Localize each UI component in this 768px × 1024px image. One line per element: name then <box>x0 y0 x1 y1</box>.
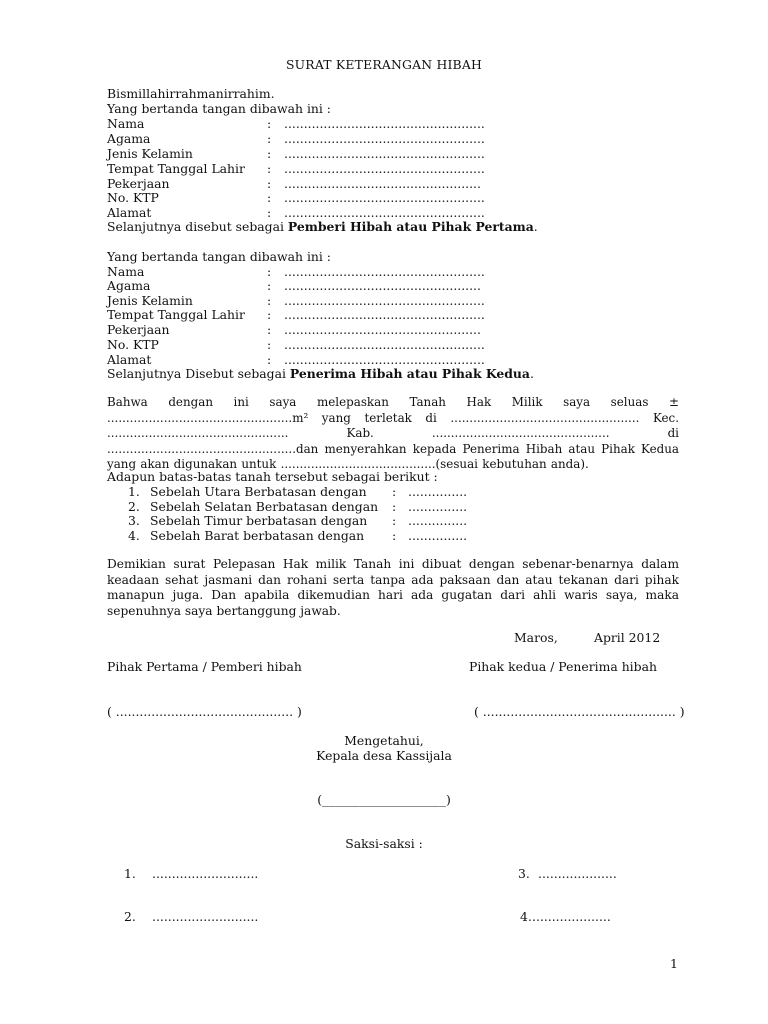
witness-number: 2. <box>124 909 136 924</box>
field-blank: ................................................... <box>284 146 485 161</box>
party2-role: Penerima Hibah atau Pihak Kedua <box>289 366 530 381</box>
closing-suffix: . <box>533 219 538 234</box>
party2-field-row <box>107 307 485 322</box>
field-label: Jenis Kelamin <box>107 293 193 308</box>
field-blank: ................................................... <box>284 116 485 131</box>
party1-field-row <box>107 190 485 205</box>
date: April 2012 <box>594 630 661 645</box>
colon: : <box>267 146 272 161</box>
field-blank: .................................................. <box>284 176 481 191</box>
colon: : <box>267 278 272 293</box>
field-blank: ................................................... <box>284 161 485 176</box>
field-blank: .................................................. <box>284 322 481 337</box>
closing-prefix: Selanjutnya Disebut sebagai <box>107 366 290 381</box>
field-label: Pekerjaan <box>107 322 170 337</box>
field-blank: ................................................... <box>284 131 485 146</box>
colon: : <box>267 176 272 191</box>
boundary-item <box>128 499 467 514</box>
field-label: Pekerjaan <box>107 176 170 191</box>
item-number: 4. <box>128 528 140 543</box>
party2-intro: Yang bertanda tangan dibawah ini : <box>107 249 331 264</box>
field-blank: .................................................. <box>284 278 481 293</box>
boundary-blank: ............... <box>408 484 468 499</box>
field-label: Agama <box>107 278 151 293</box>
item-number: 3. <box>128 513 140 528</box>
colon: : <box>267 322 272 337</box>
witness-number: 3. <box>518 866 530 881</box>
field-label: Nama <box>107 264 145 279</box>
declaration-paragraph: Demikian surat Pelepasan Hak milik Tanah ini dibuat dengan sebenar-benarnya dalam keadaan sehat jasmani dan rohani serta tanpa ada paksaan dan atau tekanan dari pihak manapun juga. Dan apabila dikemudian hari ada gugatan dari ahli waris saya, maka sepenuhnya saya bertanggung jawab. <box>107 557 679 618</box>
colon: : <box>392 499 397 514</box>
colon: : <box>267 293 272 308</box>
colon: : <box>267 264 272 279</box>
boundary-label: Sebelah Barat berbatasan dengan <box>150 528 365 543</box>
field-blank: ................................................... <box>284 205 485 220</box>
field-label: Agama <box>107 131 151 146</box>
boundary-label: Sebelah Timur berbatasan dengan <box>150 513 368 528</box>
field-label: Tempat Tanggal Lahir <box>107 161 245 176</box>
party2-field-row <box>107 278 481 293</box>
item-number: 2. <box>128 499 140 514</box>
field-blank: ................................................... <box>284 307 485 322</box>
witness-blank: ........................... <box>152 866 259 881</box>
boundary-item <box>128 484 467 499</box>
boundary-blank: ............... <box>408 528 468 543</box>
opening-line: Bismillahirrahmanirrahim. <box>107 86 275 101</box>
closing-suffix: . <box>529 366 534 381</box>
acknowledge-label: Mengetahui, <box>344 733 424 748</box>
field-label: Tempat Tanggal Lahir <box>107 307 245 322</box>
boundary-item <box>128 528 467 543</box>
party2-field-row <box>107 352 485 367</box>
witness-number: 1. <box>124 866 136 881</box>
colon: : <box>267 205 272 220</box>
field-label: Jenis Kelamin <box>107 146 193 161</box>
boundary-blank: ............... <box>408 513 468 528</box>
party1-closing <box>107 219 538 234</box>
signer1-signature-blank: ( ............................................. ) <box>107 704 302 719</box>
village-head-signature-blank: (____________________) <box>317 792 451 807</box>
colon: : <box>267 352 272 367</box>
boundary-label: Sebelah Utara Berbatasan dengan <box>150 484 367 499</box>
land-statement: Bahwa dengan ini saya melepaskan Tanah Hak Milik saya seluas ± .................................................m² yang terletak di .................................................. Kec. ................................................ Kab. ............................................... di ..................................................dan menyerahkan kepada Penerima Hibah atau Pihak Kedua yang akan digunakan untuk .........................................(sesuai kebutuhan anda). <box>107 395 679 471</box>
boundary-item <box>128 513 467 528</box>
document-title: SURAT KETERANGAN HIBAH <box>285 57 483 72</box>
field-blank: ................................................... <box>284 293 485 308</box>
field-blank: ................................................... <box>284 264 485 279</box>
witness-title: Saksi-saksi : <box>345 836 423 851</box>
party1-field-row <box>107 161 485 176</box>
page-number: 1 <box>670 956 678 971</box>
witness-blank: .................... <box>532 909 611 924</box>
village-head-label: Kepala desa Kassijala <box>316 748 452 763</box>
party2-closing <box>107 366 534 381</box>
colon: : <box>392 513 397 528</box>
party1-field-row <box>107 205 485 220</box>
place: Maros, <box>514 630 558 645</box>
colon: : <box>267 190 272 205</box>
party1-field-row <box>107 146 485 161</box>
witness-blank: .................... <box>538 866 617 881</box>
item-number: 1. <box>128 484 140 499</box>
field-blank: ................................................... <box>284 337 485 352</box>
party1-intro: Yang bertanda tangan dibawah ini : <box>107 101 331 116</box>
field-label: Alamat <box>107 205 152 220</box>
signer1-label: Pihak Pertama / Pemberi hibah <box>107 659 302 674</box>
party1-role: Pemberi Hibah atau Pihak Pertama <box>287 219 534 234</box>
field-label: No. KTP <box>107 190 159 205</box>
witness-blank: ........................... <box>152 909 259 924</box>
field-blank: ................................................... <box>284 352 485 367</box>
signer2-signature-blank: ( ................................................. ) <box>474 704 685 719</box>
field-label: Nama <box>107 116 145 131</box>
field-label: No. KTP <box>107 337 159 352</box>
closing-prefix: Selanjutnya disebut sebagai <box>107 219 288 234</box>
party1-field-row <box>107 131 485 146</box>
colon: : <box>267 161 272 176</box>
party2-field-row <box>107 293 485 308</box>
field-blank: ................................................... <box>284 190 485 205</box>
party2-field-row <box>107 264 485 279</box>
colon: : <box>267 116 272 131</box>
boundaries-intro: Adapun batas-batas tanah tersebut sebagai berikut : <box>107 469 438 484</box>
colon: : <box>392 484 397 499</box>
witness-number: 4. <box>520 909 532 924</box>
signer2-label: Pihak kedua / Penerima hibah <box>469 659 657 674</box>
field-label: Alamat <box>107 352 152 367</box>
colon: : <box>267 307 272 322</box>
colon: : <box>392 528 397 543</box>
party1-field-row <box>107 176 481 191</box>
colon: : <box>267 337 272 352</box>
boundary-label: Sebelah Selatan Berbatasan dengan <box>150 499 379 514</box>
boundary-blank: ............... <box>408 499 468 514</box>
party2-field-row <box>107 337 485 352</box>
party1-field-row <box>107 116 485 131</box>
party2-field-row <box>107 322 481 337</box>
colon: : <box>267 131 272 146</box>
